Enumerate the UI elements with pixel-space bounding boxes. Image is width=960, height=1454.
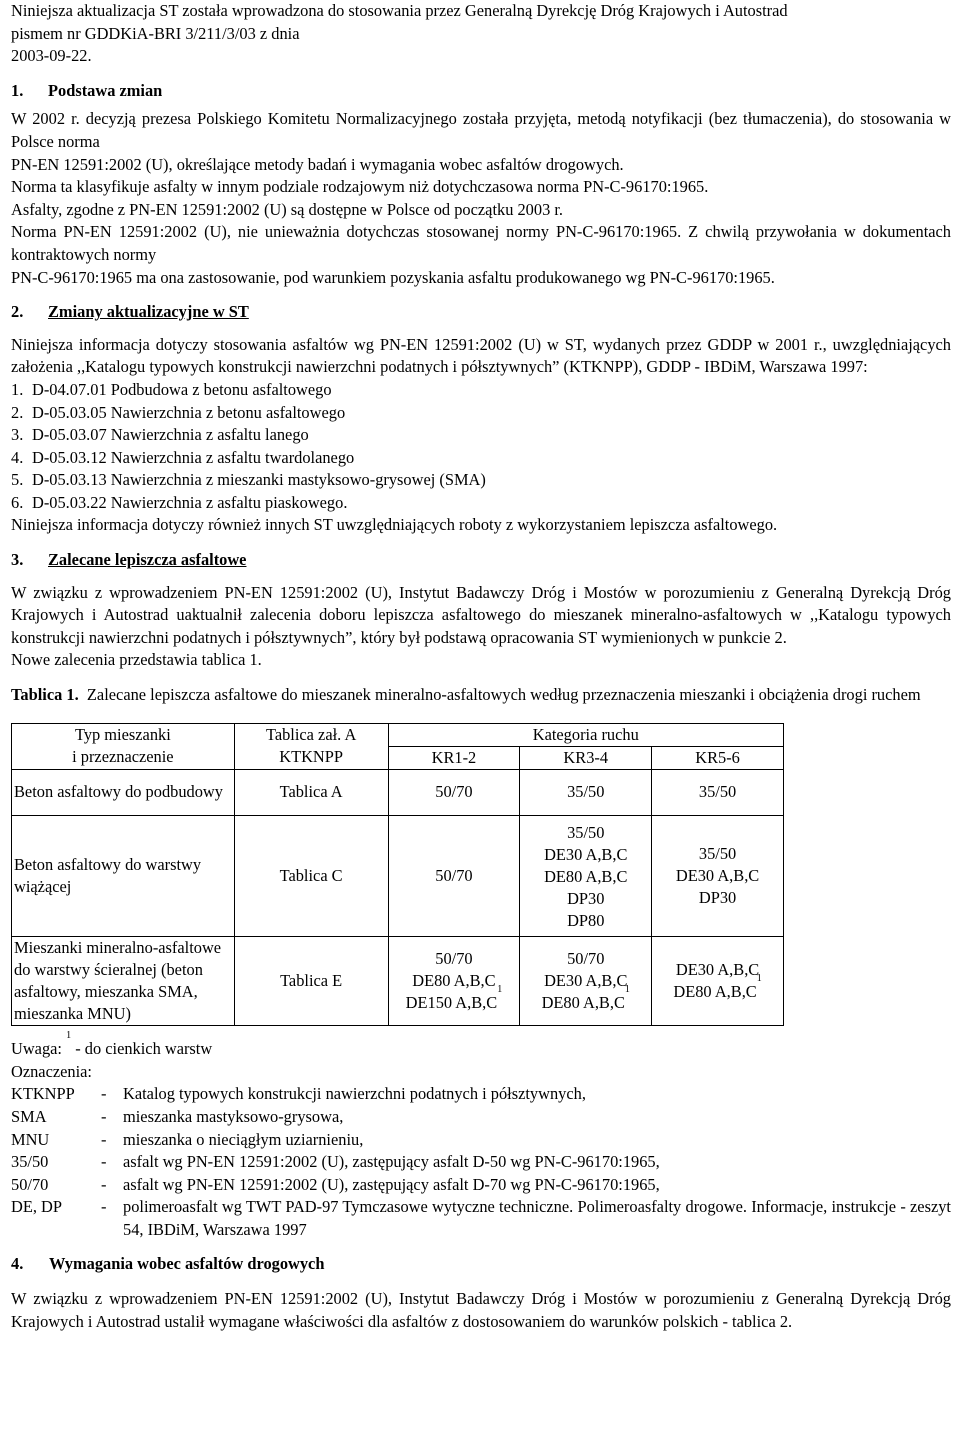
footnote-mark: 1 <box>624 984 630 996</box>
row2-tablica: Tablica C <box>234 816 388 937</box>
cell-line: 50/70 <box>435 949 473 969</box>
cell-line: DE150 $A,B,C^1$ <box>405 984 503 1013</box>
section-1-heading: 1. Podstawa zmian <box>11 80 163 100</box>
list-item-text: D-05.03.05 Nawierzchnia z betonu asfaltowego <box>32 402 346 422</box>
cell-line: DP30 <box>698 888 737 908</box>
list-item-number: 5. <box>11 470 24 490</box>
definition-term: SMA <box>11 1106 47 1126</box>
list-item <box>11 424 951 447</box>
row3-kr5-6 <box>652 937 784 1026</box>
definition-row <box>11 1129 951 1152</box>
header-typ-2: i przeznaczenie <box>12 746 235 769</box>
cell-line: DP30 <box>567 889 605 909</box>
definitions-list <box>11 1083 951 1241</box>
definition-dash: - <box>101 1174 107 1194</box>
definition-text: asfalt wg PN-EN 12591:2002 (U), zastępujący asfalt D-50 wg PN-C-96170:1965, <box>123 1152 660 1172</box>
row2-typ: Beton asfaltowy do warstwy wiążącej <box>12 816 235 937</box>
row1-tablica: Tablica A <box>234 781 388 816</box>
definition-row <box>11 1174 951 1197</box>
paragraph: W związku z wprowadzeniem PN-EN 12591:2002 (U), Instytut Badawczy Dróg i Mostów w porozumieniu z Generalną Dyrekcją Dróg Krajowych i Autostrad ustalił wymagane właściwości dla asfaltów z dostosowaniem do warunków polskich - tablica 2. <box>11 1289 951 1331</box>
document-page <box>11 0 951 1333</box>
row3-kr1-2 <box>388 937 520 1026</box>
cell-line: DP80 <box>567 911 605 931</box>
cell-line: DE30 A,B,C <box>544 845 628 865</box>
definition-row <box>11 1083 951 1106</box>
definition-dash: - <box>101 1084 107 1104</box>
definition-row <box>11 1106 951 1129</box>
paragraph: PN-EN 12591:2002 (U), określające metody badań i wymagania wobec asfaltów drogowych. <box>11 154 624 174</box>
definition-text: Katalog typowych konstrukcji nawierzchni podatnych i półsztywnych, <box>123 1084 586 1104</box>
definition-text: mieszanka mastyksowo-grysowa, <box>123 1106 344 1126</box>
footnote-mark: 1 <box>756 973 762 985</box>
header-kr5-6: KR5-6 <box>652 746 784 769</box>
list-item-text: D-05.03.07 Nawierzchnia z asfaltu lanego <box>32 425 309 445</box>
definition-term: KTKNPP <box>11 1084 75 1104</box>
header-tablica: Tablica zał. A <box>234 723 388 746</box>
definition-row <box>11 1196 951 1241</box>
row1-kr1-2: 50/70 <box>388 781 520 816</box>
cell-line: 35/50 <box>567 823 605 843</box>
section-1-body <box>11 108 951 289</box>
list-item <box>11 469 951 492</box>
list-item-number: 4. <box>11 447 24 467</box>
definition-dash: - <box>101 1106 107 1126</box>
table-caption-label: Tablica 1. <box>11 685 79 705</box>
intro-line: Niniejsza aktualizacja ST została wprowadzona do stosowania przez Generalną Dyrekcję Dróg Krajowych i Autostrad <box>11 1 788 20</box>
definition-row <box>11 1151 951 1174</box>
definition-dash: - <box>101 1152 107 1172</box>
table-caption: Tablica 1. Zalecane lepiszcza asfaltowe do mieszanek mineralno-asfaltowych według przeznaczenia mieszanki i obciążenia drogi ruchem <box>11 685 921 705</box>
row3-kr3-4 <box>520 937 652 1026</box>
cell-line: 35/50 <box>698 844 737 864</box>
cell-line: DE80 $A,B,C^1$ <box>673 973 762 1002</box>
binder-table <box>11 723 784 1027</box>
definition-term: MNU <box>11 1129 50 1149</box>
intro-line: 2003-09-22. <box>11 46 92 66</box>
paragraph: W 2002 r. decyzją prezesa Polskiego Komitetu Normalizacyjnego została przyjęta, metodą notyfikacji (bez tłumaczenia), do stosowania w Polsce norma <box>11 109 951 151</box>
list-item-number: 1. <box>11 379 24 399</box>
definition-term: 50/70 <box>11 1174 49 1194</box>
cell-line: 50/70 <box>567 949 605 969</box>
paragraph: PN-C-96170:1965 ma ona zastosowanie, pod warunkiem pozyskania asfaltu produkowanego wg PN-C-96170:1965. <box>11 267 775 287</box>
row2-kr3-4 <box>520 816 652 937</box>
row1-kr3-4: 35/50 <box>520 781 652 816</box>
list-item-number: 6. <box>11 492 24 512</box>
definition-text: asfalt wg PN-EN 12591:2002 (U), zastępujący asfalt D-70 wg PN-C-96170:1965, <box>123 1174 660 1194</box>
list-item-number: 2. <box>11 402 24 422</box>
definition-text: polimeroasfalt wg TWT PAD-97 Tymczasowe wytyczne techniczne. Polimeroasfalty drogowe. Informacje, instrukcje - zeszyt 54, IBDiM, Warszawa 1997 <box>123 1197 951 1239</box>
header-kategoria: Kategoria ruchu <box>388 723 783 746</box>
header-kr3-4: KR3-4 <box>520 746 652 769</box>
paragraph: Niniejsza informacja dotyczy stosowania asfaltów wg PN-EN 12591:2002 (U) w ST, wydanych przez GDDP w 2001 r., uwzględniających założenia ,,Katalogu typowych konstrukcji nawierzchni podatnych i półsztywnych” (KTKNPP), GDDP - IBDiM, Warszawa 1997: <box>11 334 951 377</box>
cell-line: DE80 A,B,C <box>412 971 496 991</box>
header-tablica-2: KTKNPP <box>234 746 388 769</box>
footnote-note: Uwaga: $^1$ - do cienkich warstw <box>11 1030 213 1059</box>
definition-text: mieszanka o nieciągłym uziarnieniu, <box>123 1129 364 1149</box>
definitions-heading: Oznaczenia: <box>11 1061 92 1081</box>
cell-line: DE30 A,B,C <box>675 866 760 886</box>
section-3-heading: 3. Zalecane lepiszcza asfaltowe <box>11 550 247 570</box>
list-item-text: D-05.03.13 Nawierzchnia z mieszanki mastyksowo-grysowej (SMA) <box>32 470 486 490</box>
cell-line: DE80 $A,B,C^1$ <box>541 984 630 1013</box>
st-list <box>11 379 951 515</box>
list-item <box>11 492 951 515</box>
row2-kr5-6 <box>652 816 784 937</box>
cell-line: DE30 A,B,C <box>675 960 760 980</box>
list-item-text: D-05.03.22 Nawierzchnia z asfaltu piaskowego. <box>32 492 348 512</box>
list-item-number: 3. <box>11 425 24 445</box>
list-item-text: D-04.07.01 Podbudowa z betonu asfaltowego <box>32 379 332 399</box>
section-4-body <box>11 1288 951 1333</box>
paragraph: Asfalty, zgodne z PN-EN 12591:2002 (U) są dostępne w Polsce od początku 2003 r. <box>11 199 564 219</box>
list-item <box>11 379 951 402</box>
list-item-text: D-05.03.12 Nawierzchnia z asfaltu twardolanego <box>32 447 355 467</box>
row2-kr1-2: 50/70 <box>388 816 520 937</box>
footnote-mark: 1 <box>497 984 503 996</box>
paragraph: Norma ta klasyfikuje asfalty w innym podziale rodzajowym niż dotychczasowa norma PN-C-96170:1965. <box>11 177 709 197</box>
row1-typ: Beton asfaltowy do podbudowy <box>12 781 235 816</box>
header-kr1-2: KR1-2 <box>388 746 520 769</box>
definition-dash: - <box>101 1129 107 1149</box>
paragraph: Nowe zalecenia przedstawia tablica 1. <box>11 650 262 670</box>
paragraph: Niniejsza informacja dotyczy również innych ST uwzględniających roboty z wykorzystaniem lepiszcza asfaltowego. <box>11 515 778 535</box>
definition-dash: - <box>101 1197 107 1217</box>
list-item <box>11 447 951 470</box>
notes-block <box>11 1030 951 1241</box>
paragraph: Norma PN-EN 12591:2002 (U), nie unieważnia dotychczas stosowanej normy PN-C-96170:1965. Z chwilą przywołania w dokumentach kontraktowych normy <box>11 222 951 264</box>
section-4-heading: 4. Wymagania wobec asfaltów drogowych <box>11 1254 325 1274</box>
cell-line: DE80 A,B,C <box>544 867 628 887</box>
definition-term: DE, DP <box>11 1197 62 1217</box>
row1-kr5-6: 35/50 <box>652 781 784 816</box>
section-3-body <box>11 582 951 672</box>
cell-line: DE30 A,B,C <box>544 971 628 991</box>
section-2-heading: 2. Zmiany aktualizacyjne w ST <box>11 302 249 322</box>
intro-block <box>11 0 951 68</box>
header-typ: Typ mieszanki <box>12 723 235 746</box>
paragraph: W związku z wprowadzeniem PN-EN 12591:2002 (U), Instytut Badawczy Dróg i Mostów w porozumieniu z Generalną Dyrekcją Dróg Krajowych i Autostrad uaktualnił zalecenia doboru lepiszcza asfaltowego do mieszanek mineralno-asfaltowych w ,,Katalogu typowych konstrukcji nawierzchni podatnych i półsztywnych”, który był podstawą opracowania ST wymienionych w punkcie 2. <box>11 582 951 647</box>
intro-line: pismem nr GDDKiA-BRI 3/211/3/03 z dnia <box>11 23 300 43</box>
row3-typ: Mieszanki mineralno-asfaltowe do warstwy ścieralnej (beton asfaltowy, mieszanka SMA, mieszanka MNU) <box>12 937 235 1026</box>
section-2-body <box>11 334 951 537</box>
list-item <box>11 402 951 425</box>
definition-term: 35/50 <box>11 1152 49 1172</box>
row3-tablica: Tablica E <box>234 937 388 1026</box>
